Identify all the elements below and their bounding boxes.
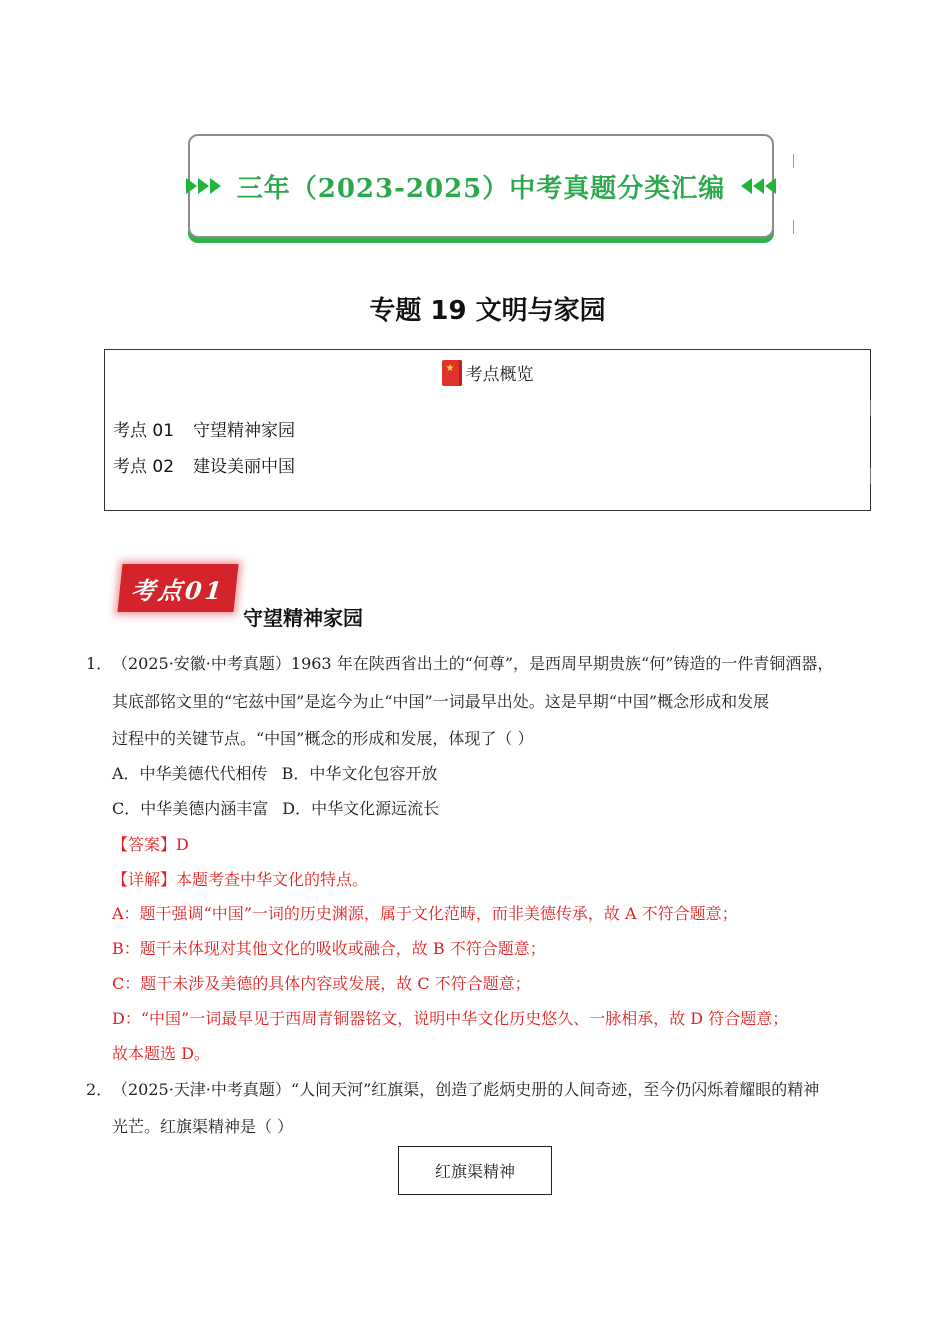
document-title: 专题 19 文明与家园 xyxy=(369,296,606,326)
question-number: 1． xyxy=(86,654,113,673)
overview-item-01 xyxy=(113,416,295,441)
question-text-line: （2025·天津·中考真题）“人间天河”红旗渠，创造了彪炳史册的人间奇迹，至今仍闪烁着耀眼的精神 xyxy=(112,1080,820,1099)
overview-box xyxy=(104,349,871,511)
left-arrows-icon xyxy=(741,178,776,194)
section-title: 守望精神家园 xyxy=(243,606,363,630)
question-number: 2． xyxy=(86,1080,113,1099)
question-text-line: 过程中的关键节点。“中国”概念的形成和发展，体现了（ ） xyxy=(112,729,534,748)
edge-mark xyxy=(870,468,871,484)
section-badge xyxy=(117,564,238,612)
edge-mark xyxy=(870,400,871,416)
option-row xyxy=(112,796,439,819)
option-a: A．中华美德代代相传 xyxy=(112,764,268,783)
answer-value: D xyxy=(176,835,189,854)
answer-line xyxy=(112,832,189,855)
detail-line xyxy=(112,867,368,890)
right-arrows-icon xyxy=(186,178,221,194)
explanation-b: B：题干未体现对其他文化的吸收或融合，故 B 不符合题意； xyxy=(112,939,546,958)
overview-item-num: 考点 01 xyxy=(113,421,175,441)
overview-heading xyxy=(105,360,870,386)
overview-item-label: 建设美丽中国 xyxy=(193,457,295,477)
answer-label: 【答案】 xyxy=(112,835,177,854)
overview-item-label: 守望精神家园 xyxy=(193,421,295,441)
figure-box: 红旗渠精神 xyxy=(398,1146,552,1195)
overview-item-num: 考点 02 xyxy=(113,457,175,477)
detail-text: 本题考查中华文化的特点。 xyxy=(176,870,369,889)
section-badge-text: 考点01 xyxy=(129,575,227,605)
question-text-line: （2025·安徽·中考真题）1963 年在陕西省出土的“何尊”，是西周早期贵族“何”铸造的一件青铜酒器， xyxy=(112,654,834,673)
option-d: D．中华文化源远流长 xyxy=(282,799,440,818)
overview-item-02 xyxy=(113,452,295,477)
question-text-line: 其底部铭文里的“宅兹中国”是迄今为止“中国”一词最早出处。这是早期“中国”概念形成和发展 xyxy=(112,692,770,711)
option-c: C．中华美德内涵丰富 xyxy=(112,799,269,818)
conclusion: 故本题选 D。 xyxy=(112,1044,210,1063)
question-text-line: 光芒。红旗渠精神是（ ） xyxy=(112,1117,294,1136)
explanation-c: C：题干未涉及美德的具体内容或发展，故 C 不符合题意； xyxy=(112,974,531,993)
corner-mark xyxy=(793,154,794,168)
explanation-d: D：“中国”一词最早见于西周青铜器铭文，说明中华文化历史悠久、一脉相承，故 D 符合题意； xyxy=(112,1009,789,1028)
banner-title: 三年（2023-2025）中考真题分类汇编 xyxy=(236,173,726,204)
detail-label: 【详解】 xyxy=(112,870,177,889)
header-banner xyxy=(188,134,774,238)
overview-heading-text: 考点概览 xyxy=(465,365,534,385)
book-icon xyxy=(442,360,462,386)
corner-mark xyxy=(793,220,794,234)
option-row xyxy=(112,761,437,784)
explanation-a: A：题干强调“中国”一词的历史渊源，属于文化范畴，而非美德传承，故 A 不符合题意； xyxy=(112,904,738,923)
option-b: B．中华文化包容开放 xyxy=(281,764,438,783)
